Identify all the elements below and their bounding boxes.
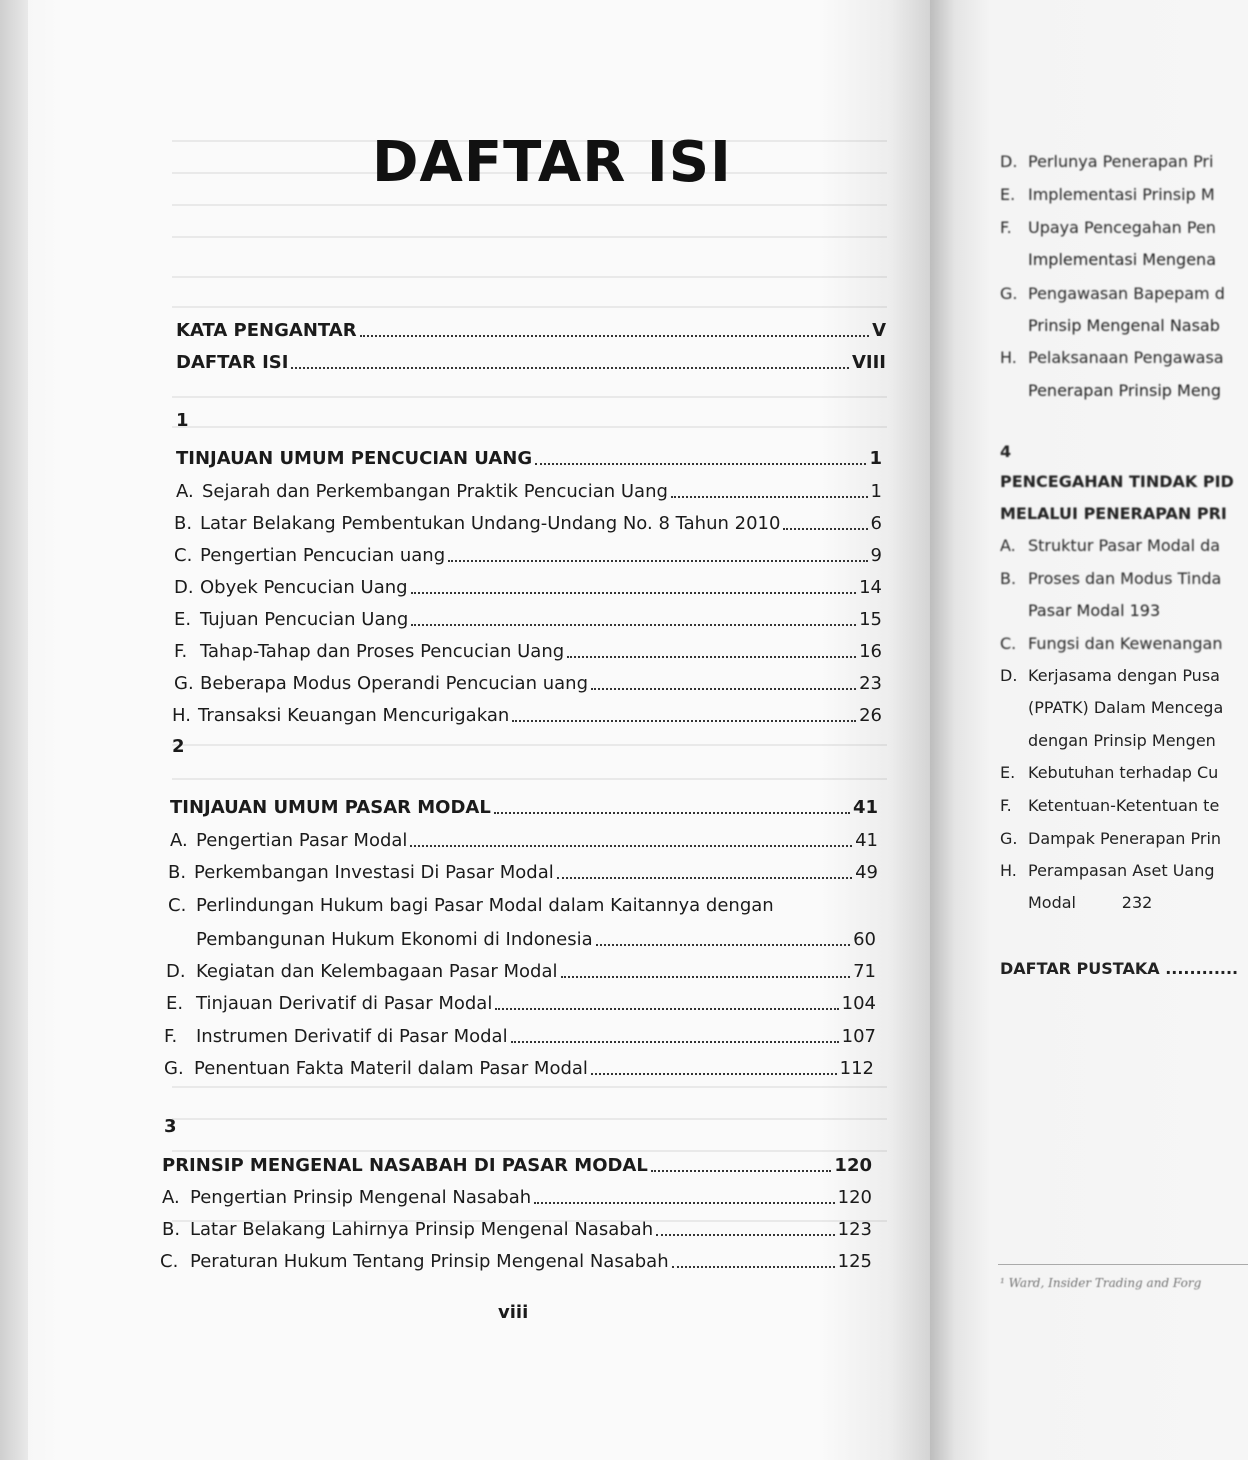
leader-dots bbox=[291, 366, 849, 369]
item-letter: A. bbox=[162, 1187, 180, 1208]
leader-dots bbox=[494, 811, 850, 814]
toc-item[interactable] bbox=[164, 1058, 874, 1080]
item-title: Proses dan Modus Tinda bbox=[1028, 569, 1222, 588]
leader-dots bbox=[495, 1007, 838, 1010]
item-page: 120 bbox=[837, 1187, 872, 1208]
item-title: Kebutuhan terhadap Cu bbox=[1028, 763, 1219, 782]
leader-dots bbox=[591, 687, 856, 690]
item-page: 14 bbox=[859, 577, 882, 598]
rp-item-continuation: Modal 232 bbox=[1028, 893, 1153, 912]
leader-dots bbox=[512, 719, 856, 722]
item-title: Pengertian Prinsip Mengenal Nasabah bbox=[190, 1187, 532, 1208]
item-letter: F. bbox=[1000, 796, 1012, 815]
rp-toc-item[interactable] bbox=[1000, 634, 1222, 653]
toc-chapter-heading[interactable] bbox=[176, 448, 882, 470]
toc-item[interactable] bbox=[172, 705, 882, 727]
item-letter: B. bbox=[162, 1219, 181, 1240]
item-title: Latar Belakang Lahirnya Prinsip Mengenal Nasabah bbox=[190, 1219, 654, 1240]
toc-entry-page: V bbox=[872, 320, 886, 341]
rp-chapter-title-line2: MELALUI PENERAPAN PRI bbox=[1000, 504, 1227, 523]
leader-dots bbox=[411, 623, 856, 626]
toc-item[interactable] bbox=[174, 577, 882, 599]
item-page: 6 bbox=[870, 513, 882, 534]
toc-item[interactable] bbox=[162, 1219, 872, 1241]
item-page: 16 bbox=[859, 641, 882, 662]
toc-item[interactable] bbox=[166, 961, 876, 983]
toc-entry-title: KATA PENGANTAR bbox=[176, 320, 357, 341]
leader-dots bbox=[672, 1265, 835, 1268]
leader-dots bbox=[360, 334, 870, 337]
item-title: Sejarah dan Perkembangan Praktik Pencucian Uang bbox=[202, 481, 668, 502]
leader-dots bbox=[561, 975, 851, 978]
leader-dots bbox=[596, 943, 850, 946]
item-page: 112 bbox=[839, 1058, 874, 1079]
item-letter: G. bbox=[1000, 829, 1018, 848]
item-letter: H. bbox=[172, 705, 191, 726]
rp-toc-item[interactable] bbox=[1000, 185, 1215, 204]
rp-chapter-number: 4 bbox=[1000, 442, 1012, 461]
leader-dots bbox=[651, 1169, 832, 1172]
toc-item[interactable] bbox=[174, 609, 882, 631]
rp-toc-item[interactable] bbox=[1000, 796, 1219, 815]
item-letter: A. bbox=[176, 481, 194, 502]
item-title: Peraturan Hukum Tentang Prinsip Mengenal Nasabah bbox=[190, 1251, 669, 1272]
toc-item[interactable] bbox=[176, 481, 882, 503]
chapter-page: 120 bbox=[834, 1155, 872, 1176]
rp-daftar-pustaka[interactable]: DAFTAR PUSTAKA ............ bbox=[1000, 959, 1239, 978]
item-title: Tahap-Tahap dan Proses Pencucian Uang bbox=[200, 641, 565, 662]
rp-toc-item[interactable] bbox=[1000, 861, 1215, 880]
item-page: 125 bbox=[837, 1251, 872, 1272]
rp-item-continuation: dengan Prinsip Mengen bbox=[1028, 731, 1216, 750]
item-letter: E. bbox=[1000, 185, 1016, 204]
item-title: Pengertian Pencucian uang bbox=[200, 545, 446, 566]
rp-toc-item[interactable] bbox=[1000, 284, 1225, 303]
rp-toc-item[interactable] bbox=[1000, 152, 1213, 171]
chapter-number: 1 bbox=[176, 410, 189, 431]
toc-item[interactable] bbox=[164, 1026, 876, 1048]
item-letter: C. bbox=[1000, 634, 1017, 653]
item-letter: D. bbox=[1000, 666, 1018, 685]
item-title: Perampasan Aset Uang bbox=[1028, 861, 1215, 880]
toc-entry-page: VIII bbox=[851, 352, 886, 373]
toc-item-continuation[interactable] bbox=[196, 929, 876, 951]
page-title: DAFTAR ISI bbox=[372, 130, 732, 195]
rp-chapter-title-line1: PENCEGAHAN TINDAK PID bbox=[1000, 472, 1234, 491]
item-page: 107 bbox=[841, 1026, 876, 1047]
item-title: Penentuan Fakta Materil dalam Pasar Modal bbox=[194, 1058, 588, 1079]
item-page: 49 bbox=[855, 862, 878, 883]
item-title: Fungsi dan Kewenangan bbox=[1028, 634, 1223, 653]
chapter-title: PRINSIP MENGENAL NASABAH DI PASAR MODAL bbox=[162, 1155, 648, 1176]
item-title: Implementasi Prinsip M bbox=[1028, 185, 1215, 204]
item-title: Instrumen Derivatif di Pasar Modal bbox=[196, 1026, 508, 1047]
toc-item[interactable] bbox=[174, 673, 882, 695]
item-title: Obyek Pencucian Uang bbox=[200, 577, 408, 598]
leader-dots bbox=[783, 527, 867, 530]
item-title: Kerjasama dengan Pusa bbox=[1028, 666, 1220, 685]
rp-item-continuation: Penerapan Prinsip Meng bbox=[1028, 381, 1221, 400]
item-title: Tujuan Pencucian Uang bbox=[200, 609, 409, 630]
item-letter: F. bbox=[164, 1026, 178, 1047]
item-title: Pengertian Pasar Modal bbox=[196, 830, 408, 851]
toc-item[interactable] bbox=[168, 895, 774, 916]
rp-item-continuation: Prinsip Mengenal Nasab bbox=[1028, 316, 1220, 335]
page-number: viii bbox=[498, 1302, 529, 1323]
item-letter: C. bbox=[174, 545, 193, 566]
item-page: 123 bbox=[837, 1219, 872, 1240]
leader-dots bbox=[656, 1233, 835, 1236]
chapter-title: TINJAUAN UMUM PASAR MODAL bbox=[170, 797, 491, 818]
toc-item[interactable] bbox=[166, 993, 876, 1015]
item-title: Kegiatan dan Kelembagaan Pasar Modal bbox=[196, 961, 558, 982]
chapter-number: 2 bbox=[172, 736, 185, 757]
item-title: Tinjauan Derivatif di Pasar Modal bbox=[196, 993, 493, 1014]
item-page: 15 bbox=[859, 609, 882, 630]
item-letter: B. bbox=[168, 862, 187, 883]
item-page: 1 bbox=[870, 481, 882, 502]
item-title: Latar Belakang Pembentukan Undang-Undang No. 8 Tahun 2010 bbox=[200, 513, 781, 534]
rp-item-continuation: Implementasi Mengena bbox=[1028, 250, 1216, 269]
item-title: Pengawasan Bapepam d bbox=[1028, 284, 1225, 303]
toc-chapter-heading[interactable] bbox=[170, 797, 878, 819]
item-letter: E. bbox=[1000, 763, 1016, 782]
item-page: 41 bbox=[855, 830, 878, 851]
leader-dots bbox=[535, 462, 866, 465]
item-title: Transaksi Keuangan Mencurigakan bbox=[198, 705, 510, 726]
rp-toc-item[interactable] bbox=[1000, 348, 1224, 367]
toc-item[interactable] bbox=[168, 862, 878, 884]
chapter-page: 1 bbox=[869, 448, 882, 469]
toc-entry-daftar-isi[interactable] bbox=[176, 352, 886, 374]
item-title: Struktur Pasar Modal da bbox=[1028, 536, 1221, 555]
item-title: Dampak Penerapan Prin bbox=[1028, 829, 1222, 848]
item-letter: F. bbox=[1000, 218, 1012, 237]
item-page: 9 bbox=[870, 545, 882, 566]
item-page: 104 bbox=[841, 993, 876, 1014]
item-letter: H. bbox=[1000, 348, 1017, 367]
chapter-number: 3 bbox=[164, 1116, 177, 1137]
item-letter: G. bbox=[174, 673, 194, 694]
item-letter: D. bbox=[174, 577, 194, 598]
item-page: 23 bbox=[859, 673, 882, 694]
toc-item[interactable] bbox=[162, 1187, 872, 1209]
rp-item-continuation: Pasar Modal 193 bbox=[1028, 601, 1161, 620]
item-letter: C. bbox=[168, 895, 187, 916]
leader-dots bbox=[534, 1201, 835, 1204]
leader-dots bbox=[448, 559, 867, 562]
toc-chapter-heading[interactable] bbox=[162, 1155, 872, 1177]
page-edge bbox=[0, 0, 28, 1460]
item-letter: F. bbox=[174, 641, 188, 662]
item-title: Perlindungan Hukum bagi Pasar Modal dalam Kaitannya dengan bbox=[196, 895, 774, 916]
rp-toc-item[interactable] bbox=[1000, 218, 1216, 237]
toc-entry-title: DAFTAR ISI bbox=[176, 352, 289, 373]
item-letter: E. bbox=[166, 993, 184, 1014]
rp-toc-item[interactable] bbox=[1000, 666, 1220, 685]
item-letter: D. bbox=[1000, 152, 1018, 171]
rp-toc-item[interactable] bbox=[1000, 569, 1221, 588]
toc-item[interactable] bbox=[160, 1251, 872, 1273]
item-letter: B. bbox=[174, 513, 193, 534]
item-letter: G. bbox=[1000, 284, 1018, 303]
leader-dots bbox=[410, 844, 852, 847]
rp-toc-item[interactable] bbox=[1000, 829, 1221, 848]
leader-dots bbox=[671, 495, 868, 498]
footnote-rule bbox=[998, 1264, 1248, 1265]
item-letter: E. bbox=[174, 609, 192, 630]
item-title: Beberapa Modus Operandi Pencucian uang bbox=[200, 673, 588, 694]
item-title: Upaya Pencegahan Pen bbox=[1028, 218, 1216, 237]
item-title: Ketentuan-Ketentuan te bbox=[1028, 796, 1220, 815]
item-letter: C. bbox=[160, 1251, 179, 1272]
item-page: 26 bbox=[859, 705, 882, 726]
leader-dots bbox=[411, 591, 857, 594]
toc-item[interactable] bbox=[170, 830, 878, 852]
item-letter: D. bbox=[166, 961, 186, 982]
toc-item[interactable] bbox=[174, 513, 882, 535]
item-title: Perlunya Penerapan Pri bbox=[1028, 152, 1214, 171]
item-title: Pelaksanaan Pengawasa bbox=[1028, 348, 1224, 367]
toc-entry-kata-pengantar[interactable] bbox=[176, 320, 886, 342]
item-letter: G. bbox=[164, 1058, 184, 1079]
leader-dots bbox=[567, 655, 856, 658]
item-letter: A. bbox=[170, 830, 188, 851]
item-letter: B. bbox=[1000, 569, 1017, 588]
item-page: 71 bbox=[853, 961, 876, 982]
toc-item[interactable] bbox=[174, 641, 882, 663]
item-letter: A. bbox=[1000, 536, 1016, 555]
chapter-page: 41 bbox=[852, 797, 878, 818]
rp-toc-item[interactable] bbox=[1000, 763, 1218, 782]
leader-dots bbox=[591, 1072, 837, 1075]
leader-dots bbox=[557, 876, 852, 879]
leader-dots bbox=[511, 1040, 839, 1043]
item-letter: H. bbox=[1000, 861, 1017, 880]
toc-item[interactable] bbox=[174, 545, 882, 567]
item-page: 60 bbox=[853, 929, 876, 950]
item-title: Perkembangan Investasi Di Pasar Modal bbox=[194, 862, 554, 883]
rp-footnote: ¹ Ward, Insider Trading and Forg bbox=[1000, 1276, 1202, 1290]
rp-toc-item[interactable] bbox=[1000, 536, 1220, 555]
item-title-continuation: Pembangunan Hukum Ekonomi di Indonesia bbox=[196, 929, 593, 950]
rp-item-continuation: (PPATK) Dalam Mencega bbox=[1028, 698, 1224, 717]
chapter-title: TINJAUAN UMUM PENCUCIAN UANG bbox=[176, 448, 533, 469]
